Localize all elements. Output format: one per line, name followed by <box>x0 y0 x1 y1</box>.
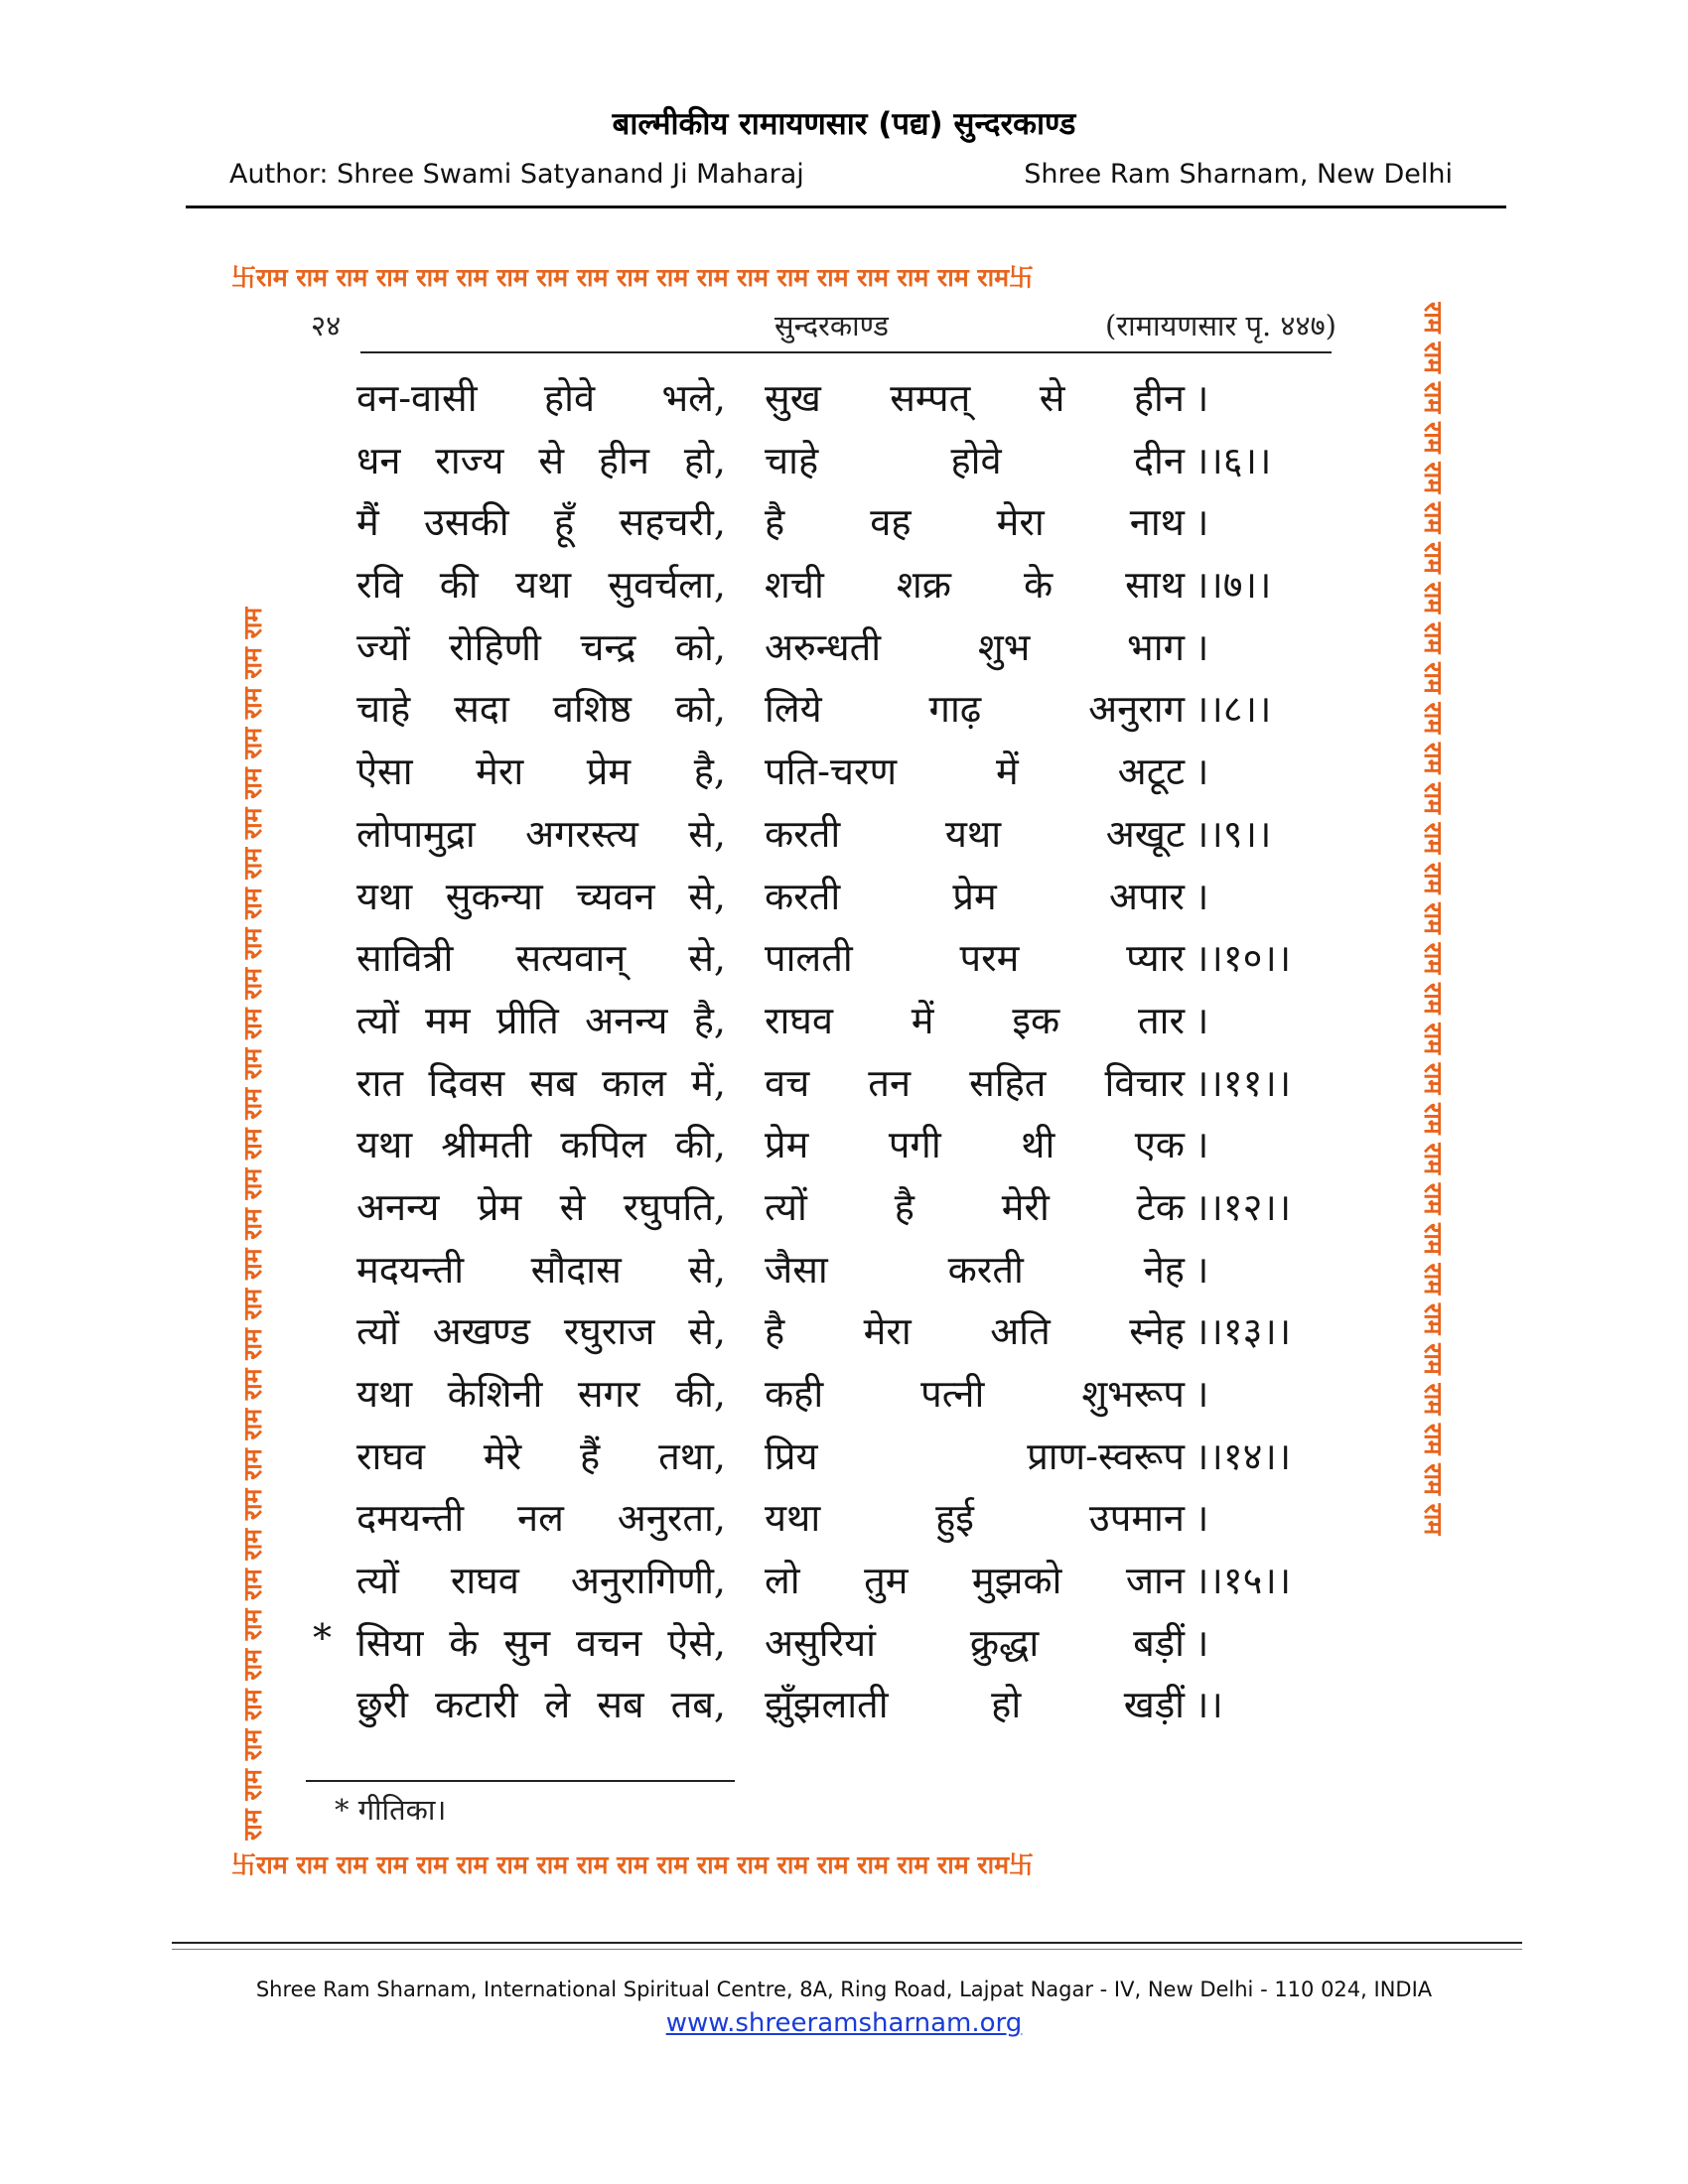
verse-first-half <box>356 870 726 921</box>
verse-second-half <box>765 1616 1185 1668</box>
footer-divider-thin <box>172 1949 1522 1950</box>
verse-word: नल <box>517 1496 564 1541</box>
verse-word: शची <box>765 563 824 608</box>
verse-number: । <box>1195 998 1209 1042</box>
verse-second-half <box>765 371 1185 423</box>
ram-border-right: राम राम राम राम राम राम राम राम राम राम राम राम राम राम राम राम राम राम राम राम राम राम राम राम राम राम राम राम राम राम राम <box>1419 302 1448 1536</box>
ram-border-left: राम राम राम राम राम राम राम राम राम राम राम राम राम राम राम राम राम राम राम राम राम राम राम राम राम राम राम राम राम राम राम <box>238 607 267 1841</box>
verse-word: प्राण-स्वरूप <box>1027 1433 1185 1478</box>
verse-number: । <box>1195 874 1209 918</box>
verse-word: उपमान <box>1088 1496 1185 1541</box>
verse-first-half <box>356 1118 726 1169</box>
verse-word: सदा <box>454 687 509 732</box>
verse-word: त्यों <box>765 1184 807 1229</box>
verse-first-half <box>356 620 726 672</box>
verse-word: पत्नी <box>920 1372 985 1416</box>
verse-word: है <box>765 500 785 545</box>
verse-word: को, <box>674 624 726 669</box>
verse-word: तथा, <box>658 1433 726 1478</box>
verse-word: कटारी <box>434 1683 518 1727</box>
verse-first-half <box>356 1367 726 1419</box>
verse-word: यथा <box>356 874 413 918</box>
verse-word: सहित <box>969 1060 1047 1105</box>
verse-word: वच <box>765 1060 810 1105</box>
verse-word: है <box>894 1184 914 1229</box>
verse-word: के <box>449 1620 479 1665</box>
verse-number: । <box>1195 1496 1209 1541</box>
verse-second-half <box>765 807 1185 859</box>
verse-word: काल <box>602 1060 666 1105</box>
header-author: Author: Shree Swami Satyanand Ji Maharaj <box>229 159 804 190</box>
verse-line <box>231 554 1455 616</box>
verse-line <box>231 616 1455 679</box>
verse-word: वन-वासी <box>356 376 478 420</box>
verse-first-half <box>356 931 726 983</box>
verse-first-half <box>356 1491 726 1543</box>
verse-word: मेरा <box>996 500 1045 545</box>
verse-word: ऐसे, <box>667 1620 726 1665</box>
verse-number: ।।१३।। <box>1195 1309 1292 1354</box>
verse-number: ।।७।। <box>1195 563 1272 608</box>
verse-word: में, <box>691 1060 726 1105</box>
verse-word: रवि <box>356 563 403 608</box>
verse-second-half <box>765 931 1185 983</box>
verse-word: वशिष्ठ <box>552 687 632 732</box>
verse-number: ।।१२।। <box>1195 1184 1292 1229</box>
verse-word: यथा <box>356 1123 413 1167</box>
verse-line <box>231 1426 1455 1488</box>
verse-word: सहचरी, <box>619 500 726 545</box>
verse-word: जान <box>1125 1559 1185 1603</box>
verse-word: एक <box>1134 1123 1185 1167</box>
verse-line <box>231 866 1455 928</box>
verse-first-half <box>356 1056 726 1108</box>
verse-line <box>231 1363 1455 1426</box>
verse-number: । <box>1195 500 1209 545</box>
verse-word: टेक <box>1136 1184 1185 1229</box>
verse-word: कपिल <box>560 1123 646 1167</box>
verse-word: सगर <box>577 1372 640 1416</box>
verse-word: सिया <box>356 1620 424 1665</box>
verse-word: सुकन्या <box>445 874 543 918</box>
verse-word: अगरस्त्य <box>525 811 638 856</box>
verse-word: शुभरूप <box>1081 1372 1185 1416</box>
verse-second-half <box>765 1367 1185 1419</box>
verse-word: यथा <box>514 563 572 608</box>
verse-second-half <box>765 434 1185 485</box>
verse-second-half <box>765 1304 1185 1356</box>
verse-number: । <box>1195 1372 1209 1416</box>
verse-second-half <box>765 1243 1185 1295</box>
verse-first-half <box>356 1243 726 1295</box>
verse-word: पति-चरण <box>765 750 898 794</box>
verse-word: चाहे <box>765 438 819 482</box>
verse-word: अखण्ड <box>432 1309 531 1354</box>
verse-word: त्यों <box>356 1559 399 1603</box>
verse-word: शुभ <box>977 624 1031 669</box>
verse-line <box>231 1612 1455 1675</box>
verse-line <box>231 367 1455 430</box>
verse-word: सम्पत् <box>890 376 971 420</box>
verse-word: खड़ीं <box>1123 1683 1185 1727</box>
verse-word: अनन्य <box>356 1184 440 1229</box>
verse-number: ।।१०।। <box>1195 936 1292 981</box>
verse-word: चन्द्र <box>580 624 636 669</box>
verse-word: मेरा <box>863 1309 912 1354</box>
verse-second-half <box>765 682 1185 734</box>
verse-second-half <box>765 620 1185 672</box>
verse-line <box>231 678 1455 741</box>
verse-word: रघुपति, <box>623 1184 726 1229</box>
verse-word: सुख <box>765 376 821 420</box>
verse-word: हो, <box>683 438 726 482</box>
verse-second-half <box>765 994 1185 1045</box>
document-title: बाल्मीकीय रामायणसार (पद्य) सुन्दरकाण्ड <box>612 106 1076 142</box>
verse-word: में <box>911 998 934 1042</box>
header-organization: Shree Ram Sharnam, New Delhi <box>1024 159 1453 190</box>
verse-word: सब <box>529 1060 577 1105</box>
verse-first-half <box>356 994 726 1045</box>
scripture-page <box>231 256 1455 1887</box>
verse-first-half <box>356 1180 726 1232</box>
verse-word: प्यार <box>1126 936 1185 981</box>
verse-word: भले, <box>661 376 726 420</box>
verse-word: नाथ <box>1129 500 1185 545</box>
verse-word: ले <box>544 1683 571 1727</box>
verse-word: स्नेह <box>1129 1309 1185 1354</box>
verse-word: से, <box>688 1247 726 1292</box>
verse-word: तन <box>868 1060 912 1105</box>
verse-word: मदयन्ती <box>356 1247 465 1292</box>
inner-header-divider <box>360 351 1332 353</box>
verse-word: से <box>538 438 565 482</box>
verse-word: की, <box>674 1372 726 1416</box>
verse-word: सावित्री <box>356 936 454 981</box>
verse-word: धन <box>356 438 401 482</box>
verse-word: करती <box>947 1247 1024 1292</box>
verse-word: को, <box>674 687 726 732</box>
verse-word: नेह <box>1143 1247 1185 1292</box>
verse-word: अनुरागिणी, <box>570 1559 726 1603</box>
verse-second-half <box>765 1678 1185 1729</box>
verse-word: प्रिय <box>765 1433 818 1478</box>
verse-word: यथा <box>356 1372 413 1416</box>
verse-word: है, <box>693 998 726 1042</box>
verse-word: तार <box>1137 998 1185 1042</box>
verse-line <box>231 1550 1455 1612</box>
footnote: * गीतिका। <box>335 1793 447 1827</box>
verse-word: से <box>1039 376 1065 420</box>
footnote-divider <box>306 1780 735 1782</box>
verse-word: अति <box>990 1309 1051 1354</box>
verse-word: की, <box>674 1123 726 1167</box>
verse-number: । <box>1195 750 1209 794</box>
verse-word: अरुन्धती <box>765 624 882 669</box>
verse-line <box>231 1300 1455 1363</box>
verse-word: के <box>1023 563 1054 608</box>
verse-line <box>231 491 1455 554</box>
ram-border-bottom: 卐राम राम राम राम राम राम राम राम राम राम राम राम राम राम राम राम राम राम राम卐 <box>231 1850 1035 1879</box>
verse-line <box>231 1176 1455 1239</box>
verse-word: हो <box>991 1683 1022 1727</box>
verse-word: चाहे <box>356 687 411 732</box>
verse-word: से, <box>688 936 726 981</box>
verse-second-half <box>765 495 1185 547</box>
verse-word: यथा <box>944 811 1002 856</box>
verse-second-half <box>765 1180 1185 1232</box>
verse-word: च्यवन <box>576 874 655 918</box>
verse-word: तब, <box>670 1683 726 1727</box>
verse-first-half <box>356 1678 726 1729</box>
verse-word: मुझको <box>971 1559 1062 1603</box>
inner-section-title: सुन्दरकाण्ड <box>774 309 889 342</box>
verse-word: रात <box>356 1060 404 1105</box>
verse-first-half <box>356 745 726 796</box>
verse-word: सब <box>597 1683 644 1727</box>
verse-word: सुवर्चला, <box>608 563 726 608</box>
verse-word: अनुराग <box>1088 687 1185 732</box>
verse-word: हीन <box>1133 376 1185 420</box>
verse-number: ।।१५।। <box>1195 1559 1292 1603</box>
verse-word: बड़ीं <box>1133 1620 1185 1665</box>
verse-word: सौदास <box>530 1247 622 1292</box>
verse-word: करती <box>765 811 841 856</box>
verse-word: ज्यों <box>356 624 410 669</box>
footer-website-link[interactable]: www.shreeramsharnam.org <box>665 2008 1023 2038</box>
verse-number: ।।१४।। <box>1195 1433 1292 1478</box>
verse-word: साथ <box>1125 563 1185 608</box>
verse-second-half <box>765 870 1185 921</box>
verse-word: होवे <box>950 438 1002 482</box>
verse-list <box>231 367 1455 1736</box>
verse-word: थी <box>1021 1123 1055 1167</box>
verse-number: ।।११।। <box>1195 1060 1292 1105</box>
verse-number: । <box>1195 376 1209 420</box>
verse-word: अनुरता, <box>617 1496 726 1541</box>
verse-number: । <box>1195 1123 1209 1167</box>
verse-line <box>231 1114 1455 1176</box>
verse-word: भाग <box>1127 624 1185 669</box>
verse-word: प्रेम <box>765 1123 809 1167</box>
verse-first-half <box>356 1430 726 1481</box>
verse-word: मैं <box>356 500 379 545</box>
verse-word: शक्र <box>896 563 951 608</box>
verse-word: अखूट <box>1105 811 1185 856</box>
verse-line <box>231 1052 1455 1115</box>
verse-word: ऐसा <box>356 750 413 794</box>
verse-word: त्यों <box>356 998 399 1042</box>
verse-word: लो <box>765 1559 800 1603</box>
verse-second-half <box>765 558 1185 610</box>
verse-number: ।।९।। <box>1195 811 1272 856</box>
verse-word: इक <box>1012 998 1060 1042</box>
verse-first-half <box>356 1616 726 1668</box>
verse-word: कही <box>765 1372 824 1416</box>
verse-first-half <box>356 558 726 610</box>
verse-second-half <box>765 1491 1185 1543</box>
verse-word: लोपामुद्रा <box>356 811 476 856</box>
verse-word: परम <box>959 936 1020 981</box>
verse-word: सुन <box>503 1620 551 1665</box>
verse-second-half <box>765 745 1185 796</box>
verse-first-half <box>356 1304 726 1356</box>
verse-word: राघव <box>765 998 833 1042</box>
verse-word: की <box>439 563 479 608</box>
verse-second-half <box>765 1554 1185 1605</box>
verse-word: उसकी <box>424 500 509 545</box>
verse-word: अटूट <box>1117 750 1185 794</box>
inner-page-reference: (रामायणसार पृ. ४४७) <box>1105 309 1336 342</box>
verse-word: प्रीति <box>495 998 559 1042</box>
verse-word: अपार <box>1108 874 1185 918</box>
verse-word: में <box>996 750 1019 794</box>
verse-word: रोहिणी <box>449 624 541 669</box>
verse-line <box>231 741 1455 803</box>
verse-word: सत्यवान् <box>515 936 627 981</box>
verse-number: । <box>1195 1247 1209 1292</box>
verse-word: है <box>765 1309 785 1354</box>
verse-second-half <box>765 1118 1185 1169</box>
verse-word: हूँ <box>553 500 575 545</box>
verse-word: से, <box>688 1309 726 1354</box>
verse-word: असुरियां <box>765 1620 876 1665</box>
verse-word: प्रेम <box>952 874 997 918</box>
verse-word: अनन्य <box>585 998 668 1042</box>
verse-line <box>231 1674 1455 1736</box>
verse-line <box>231 990 1455 1052</box>
verse-word: प्रेम <box>477 1184 522 1229</box>
verse-word: राघव <box>356 1433 425 1478</box>
verse-word: करती <box>765 874 841 918</box>
verse-word: है, <box>693 750 726 794</box>
verse-word: से, <box>688 811 726 856</box>
verse-word: जैसा <box>765 1247 828 1292</box>
verse-word: झुँझलाती <box>765 1683 889 1727</box>
verse-word: राज्य <box>435 438 504 482</box>
footer-address: Shree Ram Sharnam, International Spiritual Centre, 8A, Ring Road, Lajpat Nagar - IV, New Delhi - 110 024, INDIA <box>255 1978 1433 2001</box>
verse-number: ।।६।। <box>1195 438 1272 482</box>
header-divider <box>186 205 1506 208</box>
verse-word: होवे <box>543 376 596 420</box>
verse-word: हीन <box>598 438 649 482</box>
verse-word: से, <box>688 874 726 918</box>
verse-second-half <box>765 1430 1185 1481</box>
verse-line <box>231 803 1455 866</box>
verse-first-half <box>356 495 726 547</box>
verse-word: मेरा <box>476 750 524 794</box>
verse-line <box>231 927 1455 990</box>
verse-first-half <box>356 371 726 423</box>
verse-second-half <box>765 1056 1185 1108</box>
verse-line <box>231 1239 1455 1301</box>
verse-word: राघव <box>450 1559 519 1603</box>
verse-number: ।।८।। <box>1195 687 1272 732</box>
verse-word: मेरी <box>1001 1184 1050 1229</box>
verse-line <box>231 430 1455 492</box>
verse-word: श्रीमती <box>441 1123 532 1167</box>
footer-divider <box>172 1942 1522 1944</box>
verse-word: विचार <box>1104 1060 1185 1105</box>
verse-asterisk-mark: * <box>313 1615 332 1660</box>
verse-word: छुरी <box>356 1683 409 1727</box>
inner-page-number: २४ <box>311 309 342 342</box>
verse-word: हैं <box>580 1433 601 1478</box>
verse-first-half <box>356 807 726 859</box>
verse-number: ।। <box>1195 1683 1223 1727</box>
ram-border-top: 卐राम राम राम राम राम राम राम राम राम राम राम राम राम राम राम राम राम राम राम卐 <box>231 263 1035 292</box>
verse-word: यथा <box>765 1496 821 1541</box>
verse-word: गाढ़ <box>928 687 982 732</box>
verse-number: । <box>1195 1620 1209 1665</box>
verse-word: दमयन्ती <box>356 1496 465 1541</box>
verse-line <box>231 1487 1455 1550</box>
verse-word: रघुराज <box>563 1309 655 1354</box>
verse-word: दिवस <box>428 1060 505 1105</box>
verse-word: मम <box>425 998 471 1042</box>
verse-first-half <box>356 434 726 485</box>
verse-word: प्रेम <box>586 750 632 794</box>
verse-word: लिये <box>765 687 822 732</box>
verse-word: क्रुद्धा <box>969 1620 1040 1665</box>
verse-word: वचन <box>575 1620 642 1665</box>
verse-word: त्यों <box>356 1309 399 1354</box>
verse-word: दीन <box>1133 438 1185 482</box>
verse-word: मेरे <box>483 1433 522 1478</box>
verse-word: से <box>559 1184 586 1229</box>
verse-word: पगी <box>888 1123 941 1167</box>
verse-word: वह <box>870 500 912 545</box>
verse-word: तुम <box>864 1559 909 1603</box>
verse-word: केशिनी <box>447 1372 543 1416</box>
verse-first-half <box>356 1554 726 1605</box>
verse-number: । <box>1195 624 1209 669</box>
verse-word: पालती <box>765 936 853 981</box>
verse-word: हुई <box>935 1496 974 1541</box>
verse-first-half <box>356 682 726 734</box>
